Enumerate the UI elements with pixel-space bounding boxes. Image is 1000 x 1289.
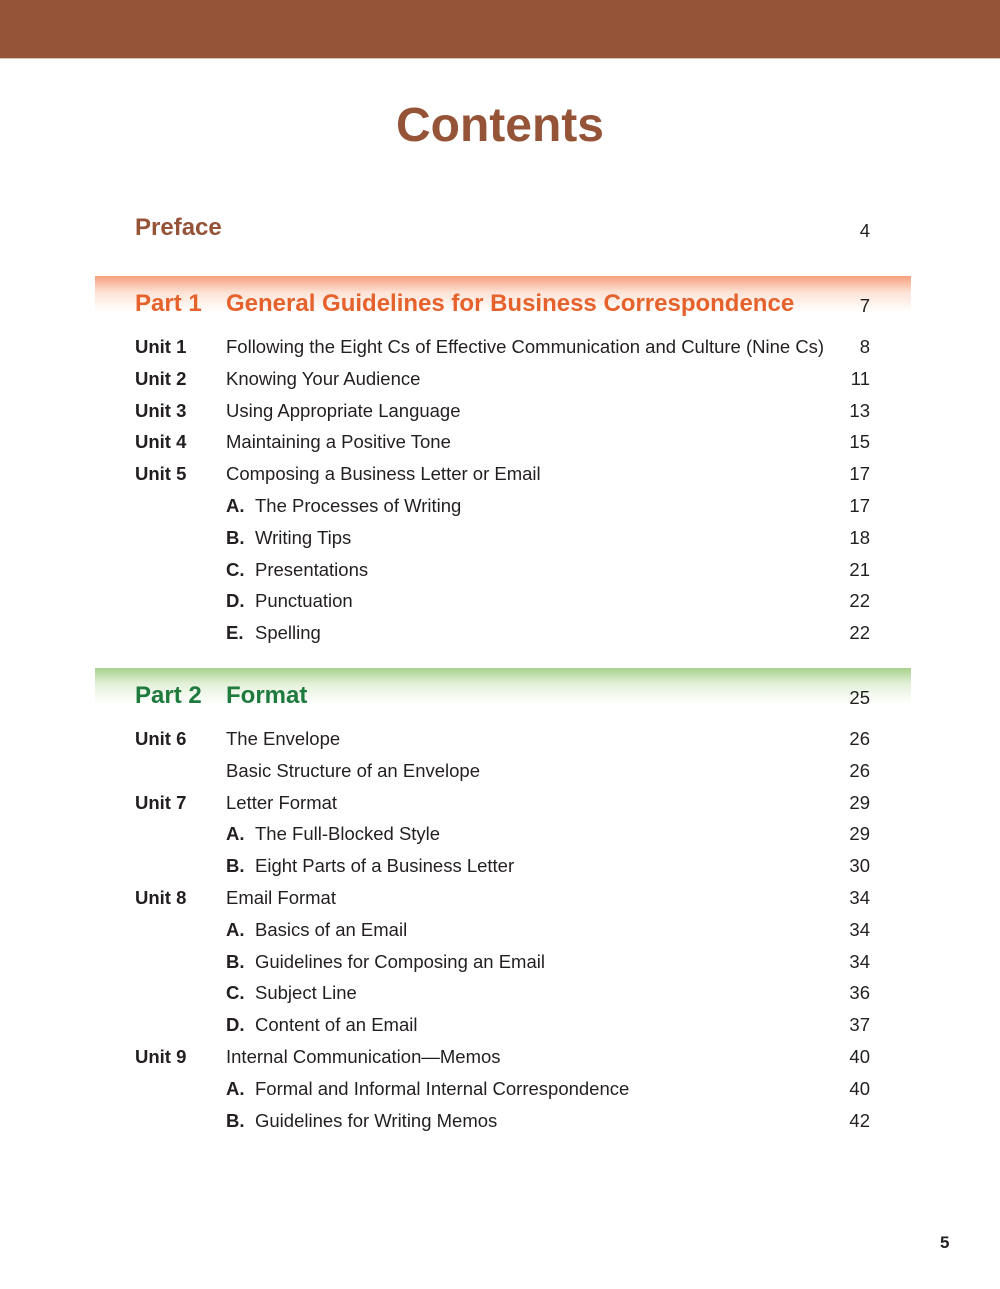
section-letter: B.: [226, 1109, 245, 1131]
unit-label: Unit 7: [135, 791, 187, 813]
unit-label: Unit 9: [135, 1046, 187, 1067]
toc-part1-heading[interactable]: [135, 286, 870, 322]
toc-entry[interactable]: [135, 978, 870, 1008]
entry-title: Letter Format: [226, 791, 338, 813]
entry-title-wrap: [226, 523, 351, 553]
toc-entry[interactable]: [135, 851, 870, 881]
entry-title-wrap: [226, 491, 461, 521]
toc-entry[interactable]: [135, 819, 870, 849]
entry-title-wrap: [226, 851, 514, 881]
entry-page: 42: [849, 1109, 870, 1131]
entry-title-wrap: [226, 332, 824, 362]
section-letter: D.: [226, 590, 245, 612]
entry-page: 34: [849, 887, 870, 908]
part1-page: 7: [859, 295, 870, 316]
unit-label: Unit 5: [135, 463, 187, 485]
entry-title: Eight Parts of a Business Letter: [255, 855, 515, 877]
entry-title: Spelling: [255, 622, 321, 644]
entry-title: Punctuation: [255, 590, 353, 612]
unit-label: Unit 3: [135, 399, 187, 421]
section-letter: A.: [226, 1077, 245, 1099]
entry-title: Guidelines for Composing an Email: [255, 950, 545, 972]
entry-title-wrap: [226, 1010, 417, 1040]
entry-page: 18: [849, 526, 870, 548]
entry-title: Email Format: [226, 887, 336, 908]
toc-entry[interactable]: [135, 1042, 870, 1072]
section-letter: C.: [226, 982, 245, 1004]
preface-label: Preface: [135, 214, 222, 241]
entry-page: 15: [849, 431, 870, 453]
section-letter: A.: [226, 918, 245, 940]
entry-title: Knowing Your Audience: [226, 367, 421, 389]
entry-title: Composing a Business Letter or Email: [226, 463, 541, 485]
part1-title: General Guidelines for Business Correspondence: [226, 290, 795, 317]
entry-page: 29: [849, 791, 870, 813]
entry-page: 13: [849, 399, 870, 421]
entry-page: 17: [849, 495, 870, 516]
entry-title: Writing Tips: [255, 526, 352, 548]
section-letter: B.: [226, 950, 245, 972]
entry-title: Basic Structure of an Envelope: [226, 759, 481, 781]
entry-page: 8: [859, 336, 870, 357]
section-letter: A.: [226, 495, 245, 516]
entry-page: 37: [849, 1014, 870, 1036]
entry-title-wrap: [226, 555, 368, 585]
entry-title: The Envelope: [226, 728, 341, 749]
entry-title: The Full-Blocked Style: [255, 823, 441, 845]
entry-title-wrap: [226, 1042, 501, 1072]
entry-title-wrap: [226, 883, 336, 913]
entry-title: Guidelines for Writing Memos: [255, 1109, 498, 1131]
entry-title-wrap: [226, 819, 440, 849]
toc-preface[interactable]: [135, 214, 870, 248]
toc-entry[interactable]: [135, 788, 870, 818]
entry-title-wrap: [226, 978, 357, 1008]
section-letter: B.: [226, 526, 245, 548]
toc-entry[interactable]: [135, 1074, 870, 1104]
section-letter: D.: [226, 1014, 245, 1036]
entry-title-wrap: [226, 618, 321, 648]
toc-entry[interactable]: [135, 915, 870, 945]
entry-title: Formal and Informal Internal Correspondence: [255, 1077, 630, 1099]
toc-entry[interactable]: [135, 427, 870, 457]
toc-entry[interactable]: [135, 756, 870, 786]
entry-page: 40: [849, 1077, 870, 1099]
entry-title-wrap: [226, 364, 420, 394]
entry-title-wrap: [226, 427, 451, 457]
entry-title-wrap: [226, 396, 461, 426]
entry-title-wrap: [226, 756, 480, 786]
entry-page: 17: [849, 463, 870, 485]
toc-entry[interactable]: [135, 396, 870, 426]
part2-page: 25: [849, 687, 870, 708]
entry-title: Maintaining a Positive Tone: [226, 431, 451, 453]
entry-title-wrap: [226, 459, 541, 489]
section-letter: E.: [226, 622, 244, 644]
toc-entry[interactable]: [135, 332, 870, 362]
entry-page: 30: [849, 855, 870, 877]
toc-entry[interactable]: [135, 459, 870, 489]
entry-page: 21: [849, 558, 870, 580]
page-title: Contents: [396, 99, 604, 152]
entry-page: 26: [849, 759, 870, 781]
entry-title-wrap: [226, 724, 340, 754]
entry-page: 40: [849, 1046, 870, 1067]
toc-entry[interactable]: [135, 724, 870, 754]
part1-label: Part 1: [135, 290, 202, 317]
page-number: 5: [940, 1233, 950, 1252]
entry-title: Following the Eight Cs of Effective Communication and Culture (Nine Cs): [226, 336, 825, 357]
entry-title-wrap: [226, 1106, 497, 1136]
toc-entry[interactable]: [135, 555, 870, 585]
header-bar: [0, 0, 1000, 59]
entry-title-wrap: [226, 1074, 629, 1104]
entry-title: Using Appropriate Language: [226, 399, 461, 421]
toc-entry[interactable]: [135, 1010, 870, 1040]
entry-page: 34: [849, 918, 870, 940]
entry-title: Subject Line: [255, 982, 357, 1004]
toc-entry[interactable]: [135, 586, 870, 616]
section-letter: C.: [226, 558, 245, 580]
entry-page: 11: [850, 367, 870, 389]
toc-entry[interactable]: [135, 1106, 870, 1136]
section-letter: A.: [226, 823, 245, 845]
entry-page: 26: [849, 728, 870, 749]
unit-label: Unit 4: [135, 431, 187, 453]
part2-label: Part 2: [135, 682, 202, 709]
unit-label: Unit 8: [135, 887, 187, 908]
unit-label: Unit 2: [135, 367, 187, 389]
entry-title-wrap: [226, 915, 407, 945]
entry-page: 22: [849, 622, 870, 644]
toc-part2-heading[interactable]: [135, 678, 870, 714]
entry-title: The Processes of Writing: [255, 495, 462, 516]
entry-title-wrap: [226, 947, 545, 977]
entry-title: Internal Communication—Memos: [226, 1046, 501, 1067]
entry-title: Presentations: [255, 558, 369, 580]
entry-title: Content of an Email: [255, 1014, 418, 1036]
entry-page: 34: [849, 950, 870, 972]
toc-entry[interactable]: [135, 491, 870, 521]
entry-page: 36: [849, 982, 870, 1004]
entry-title: Basics of an Email: [255, 918, 408, 940]
toc-entry[interactable]: [135, 883, 870, 913]
toc-entry[interactable]: [135, 523, 870, 553]
unit-label: Unit 6: [135, 728, 187, 749]
unit-label: Unit 1: [135, 336, 187, 357]
preface-page: 4: [859, 220, 870, 241]
toc-entry[interactable]: [135, 947, 870, 977]
part2-title: Format: [226, 682, 308, 709]
entry-title-wrap: [226, 586, 353, 616]
toc-entry[interactable]: [135, 364, 870, 394]
entry-page: 29: [849, 823, 870, 845]
section-letter: B.: [226, 855, 245, 877]
toc-entry[interactable]: [135, 618, 870, 648]
entry-page: 22: [849, 590, 870, 612]
entry-title-wrap: [226, 788, 337, 818]
